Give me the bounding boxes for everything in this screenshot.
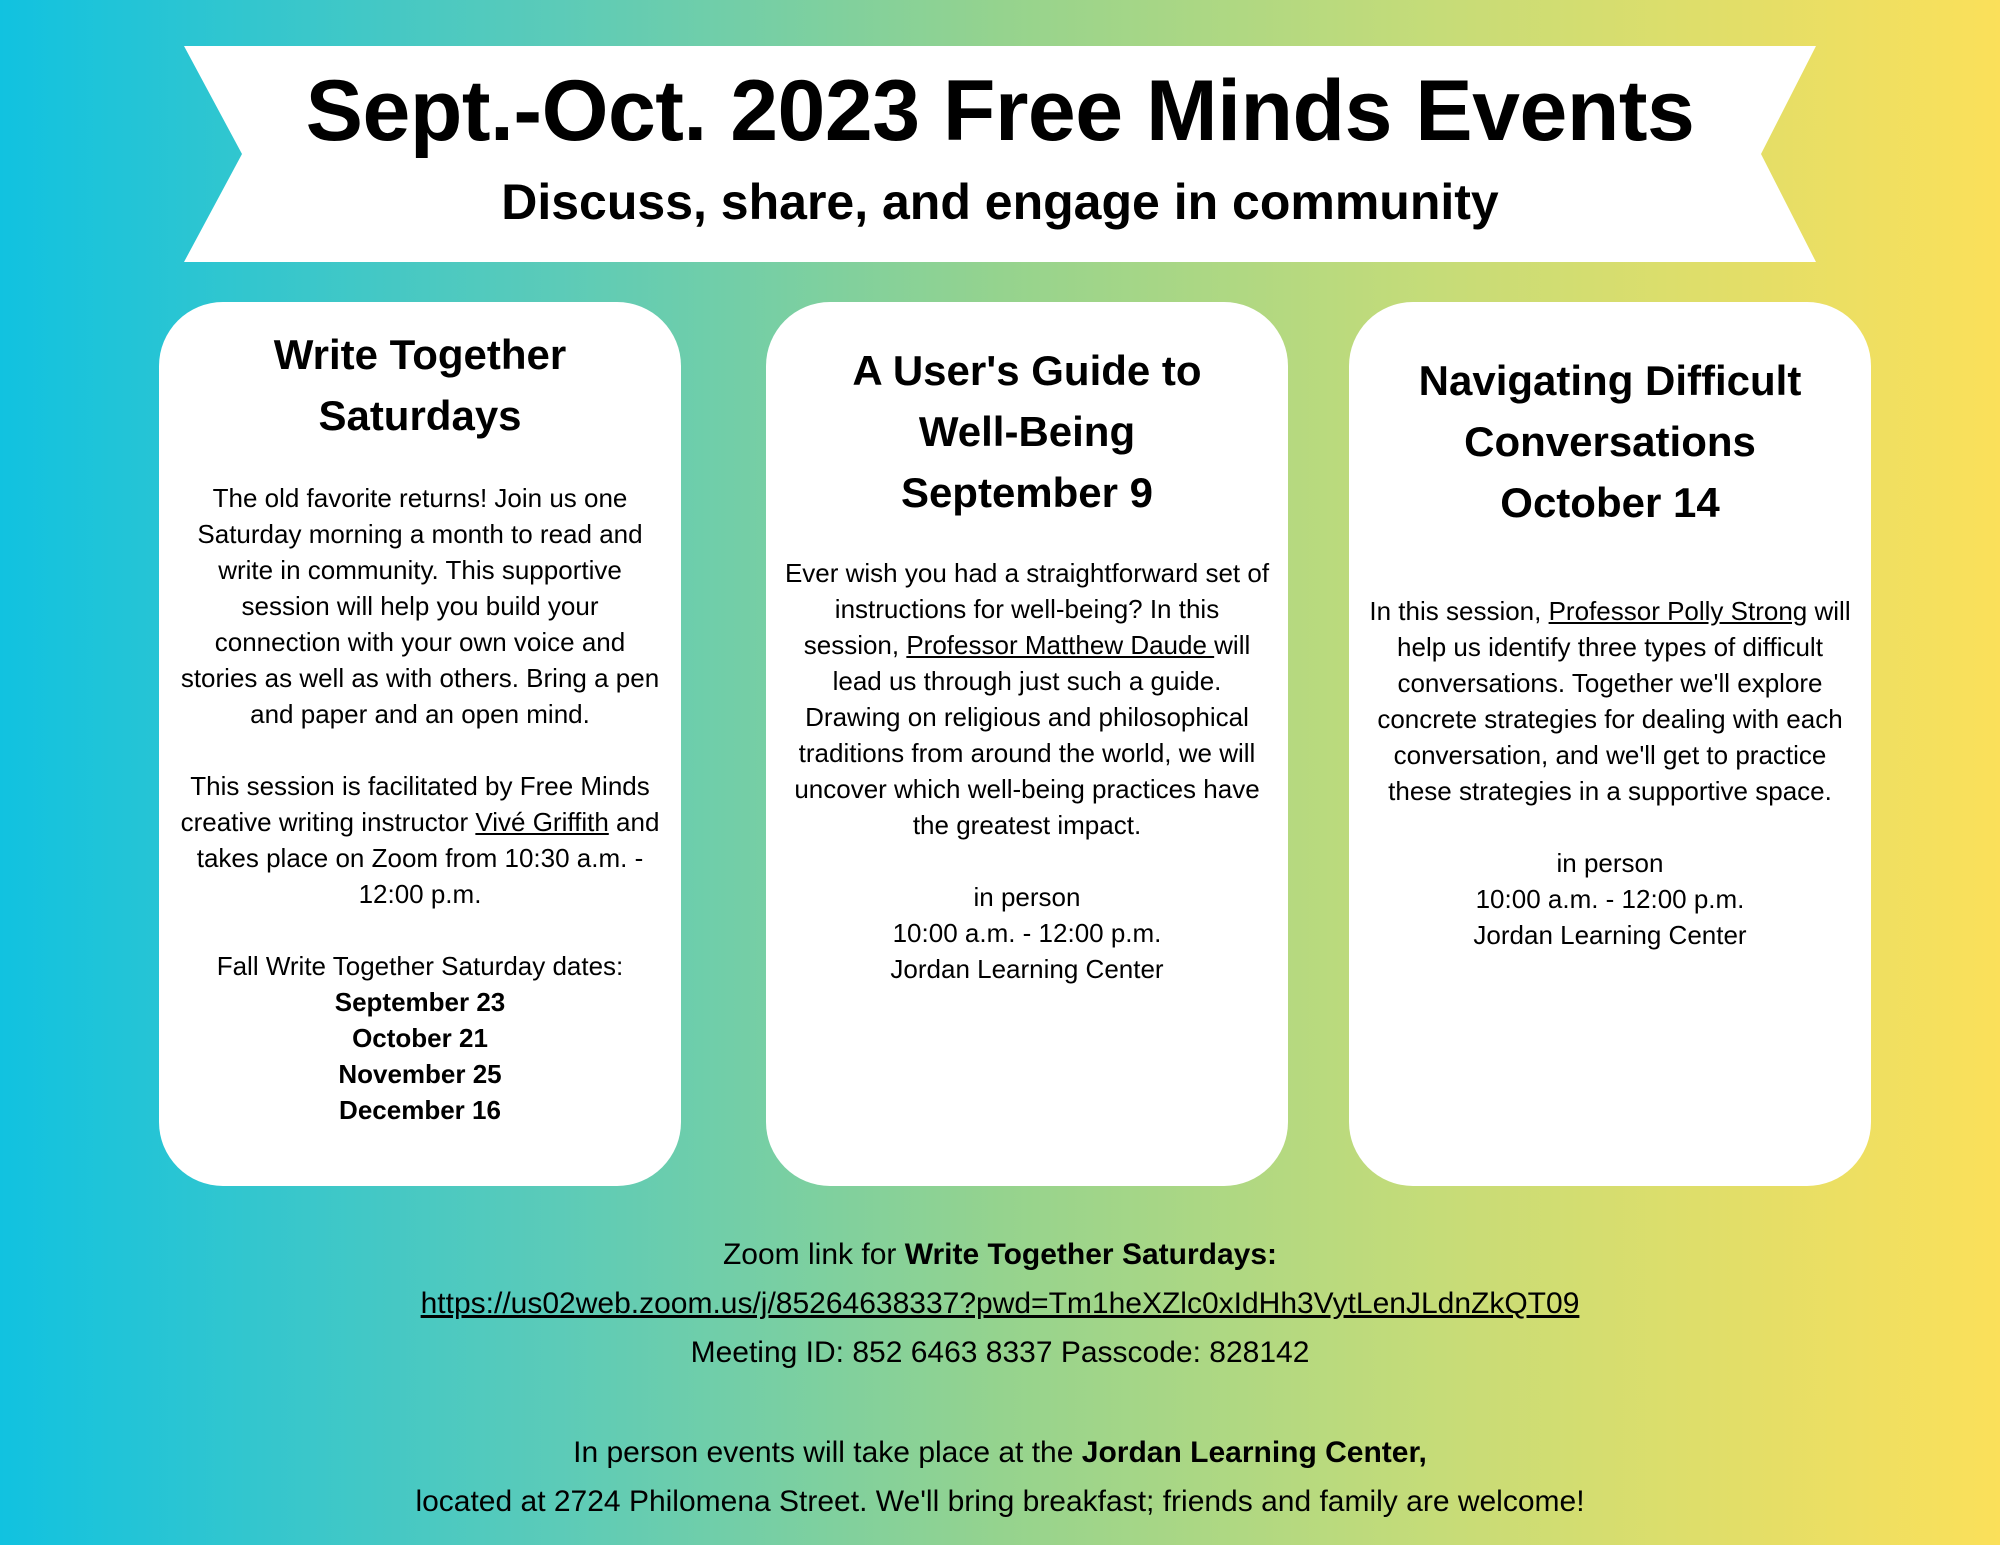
event-location: Jordan Learning Center — [1473, 920, 1747, 950]
in-person-info — [0, 1428, 2000, 1526]
zoom-label: Zoom link for Write Together Saturdays: — [722, 1238, 1277, 1271]
speaker-link[interactable]: Professor Matthew Daude — [906, 630, 1215, 660]
event-time: 10:00 a.m. - 12:00 p.m. — [1475, 884, 1745, 914]
card-title: Navigating Difficult Conversations October 14 — [1418, 357, 1802, 526]
address-line: located at 2724 Philomena Street. We'll bring breakfast; friends and family are welcome! — [415, 1485, 1585, 1518]
facilitator-link[interactable]: Vivé Griffith — [475, 807, 609, 837]
card-description: The old favorite returns! Join us one Saturday morning a month to read and write in community. This supportive session will help you build your connection with your own voice and stories as well as with others. Bring a pen and paper and an open mind. — [180, 483, 660, 729]
event-card-write-together — [159, 302, 681, 1186]
zoom-link[interactable]: https://us02web.zoom.us/j/85264638337?pwd=Tm1heXZlc0xIdHh3VytLenJLdnZkQT09 — [420, 1287, 1580, 1320]
event-mode: in person — [973, 882, 1081, 912]
event-card-difficult-conversations — [1349, 302, 1871, 1186]
card-facilitator-text: This session is facilitated by Free Minds creative writing instructor Vivé Griffith and takes place on Zoom from 10:30 a.m. - 12:00 p.m. — [180, 771, 660, 909]
card-title: Write Together Saturdays — [273, 331, 567, 439]
zoom-info — [0, 1230, 2000, 1377]
card-title: A User's Guide to Well-Being September 9 — [852, 347, 1202, 516]
page-subtitle: Discuss, share, and engage in community — [501, 174, 1499, 230]
event-card-well-being — [766, 302, 1288, 1186]
event-details — [1367, 845, 1853, 953]
date-item: September 23 — [334, 987, 506, 1017]
card-description: In this session, Professor Polly Strong will help us identify three types of difficult conversations. Together we'll explore concrete strategies for dealing with each conversation, and we'll get to practice these strategies in a supportive space. — [1369, 596, 1851, 806]
dates-label: Fall Write Together Saturday dates: — [216, 951, 624, 981]
page-title: Sept.-Oct. 2023 Free Minds Events — [305, 63, 1695, 159]
event-mode: in person — [1556, 848, 1664, 878]
header-banner — [184, 46, 1816, 262]
card-description: Ever wish you had a straightforward set of instructions for well-being? In this session, Professor Matthew Daude will lead us through just such a guide. Drawing on religious and philosophical traditions from around the world, we will uncover which well-being practices have the greatest impact. — [784, 558, 1270, 840]
in-person-line: In person events will take place at the Jordan Learning Center, — [573, 1436, 1427, 1469]
dates-list — [177, 984, 663, 1128]
date-item: October 21 — [352, 1023, 488, 1053]
meeting-id-line: Meeting ID: 852 6463 8337 Passcode: 828142 — [690, 1336, 1310, 1369]
event-details — [784, 879, 1270, 987]
date-item: December 16 — [339, 1095, 501, 1125]
event-time: 10:00 a.m. - 12:00 p.m. — [892, 918, 1162, 948]
date-item: November 25 — [338, 1059, 502, 1089]
event-location: Jordan Learning Center — [890, 954, 1164, 984]
speaker-link[interactable]: Professor Polly Strong — [1548, 596, 1808, 626]
